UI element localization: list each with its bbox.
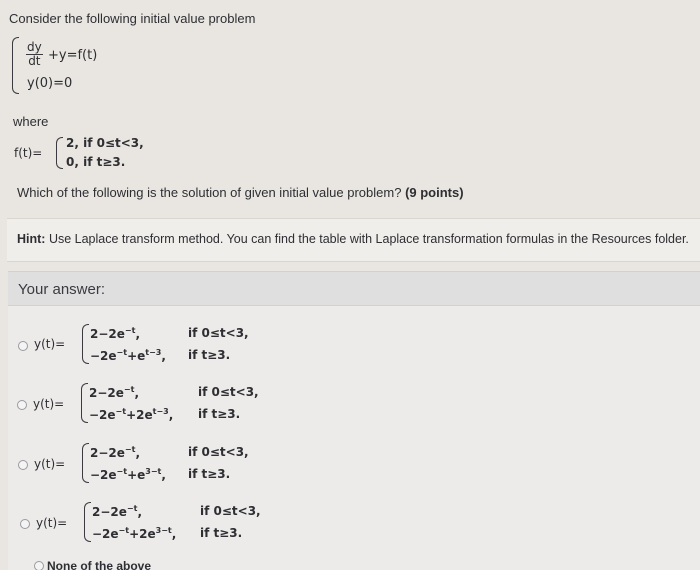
question-intro: Consider the following initial value problem	[9, 11, 256, 26]
option-2-row-2: $-2e^{-t}+2e^{t-3}$,	[89, 407, 174, 422]
radio-option-1[interactable]	[18, 341, 28, 351]
derivative-fraction	[26, 41, 43, 68]
option-3-lhs: y(t)=	[34, 457, 66, 471]
option-4-lhs: y(t)=	[36, 516, 68, 530]
option-2-cond-1: if 0≤t<3,	[198, 385, 259, 399]
option-4-cond-2: if t≥3.	[200, 526, 243, 540]
fraction-denominator: dt	[28, 54, 41, 68]
question-prompt	[17, 185, 464, 200]
hint-box	[7, 218, 700, 262]
answer-heading: Your answer:	[18, 281, 105, 298]
piecewise-case-1: 2, if 0≤t<3,	[66, 136, 144, 150]
option-4-row-1: $2-2e^{-t}$,	[92, 504, 142, 519]
option-3-row-1: $2-2e^{-t}$,	[90, 445, 140, 460]
option-4-row-2: $-2e^{-t}+2e^{3-t}$,	[92, 526, 177, 541]
points-badge: (9 points)	[405, 185, 464, 200]
radio-option-3[interactable]	[18, 460, 28, 470]
option-2-brace	[81, 383, 88, 423]
option-3-row-2: $-2e^{-t}+e^{3-t}$,	[90, 467, 166, 482]
hint-text: Use Laplace transform method. You can find the table with Laplace transformation formulas in the Resources folder.	[48, 232, 689, 246]
option-1-row-1: $2-2e^{-t}$,	[90, 326, 140, 341]
fraction-numerator: dy	[27, 40, 42, 54]
option-1-cond-1: if 0≤t<3,	[188, 326, 249, 340]
initial-condition: y(0)=0	[27, 76, 73, 91]
where-label: where	[13, 114, 49, 129]
option-1-cond-2: if t≥3.	[188, 348, 231, 362]
option-2-row-1: $2-2e^{-t}$,	[89, 385, 139, 400]
radio-option-4[interactable]	[20, 519, 30, 529]
piecewise-lhs: f(t)=	[14, 146, 43, 160]
option-4-cond-1: if 0≤t<3,	[200, 504, 261, 518]
answer-header	[8, 272, 700, 306]
radio-option-none[interactable]	[34, 561, 44, 570]
option-1-row-2: $-2e^{-t}+e^{t-3}$,	[90, 348, 166, 363]
piecewise-brace	[56, 137, 63, 169]
option-3-brace	[82, 443, 89, 483]
prompt-text: Which of the following is the solution of given initial value problem?	[17, 185, 402, 200]
option-2-lhs: y(t)=	[33, 397, 65, 411]
none-of-the-above-label: None of the above	[47, 559, 152, 570]
option-4-brace	[84, 502, 91, 542]
hint-label: Hint:	[17, 232, 46, 246]
ode-rhs: +y=f(t)	[48, 48, 98, 63]
hint-line	[17, 232, 689, 246]
radio-option-2[interactable]	[17, 400, 27, 410]
option-3-cond-2: if t≥3.	[188, 467, 231, 481]
option-1-lhs: y(t)=	[34, 337, 66, 351]
option-3-cond-1: if 0≤t<3,	[188, 445, 249, 459]
system-brace	[12, 37, 19, 94]
option-1-brace	[82, 324, 89, 364]
piecewise-case-2: 0, if t≥3.	[66, 155, 126, 169]
option-2-cond-2: if t≥3.	[198, 407, 241, 421]
